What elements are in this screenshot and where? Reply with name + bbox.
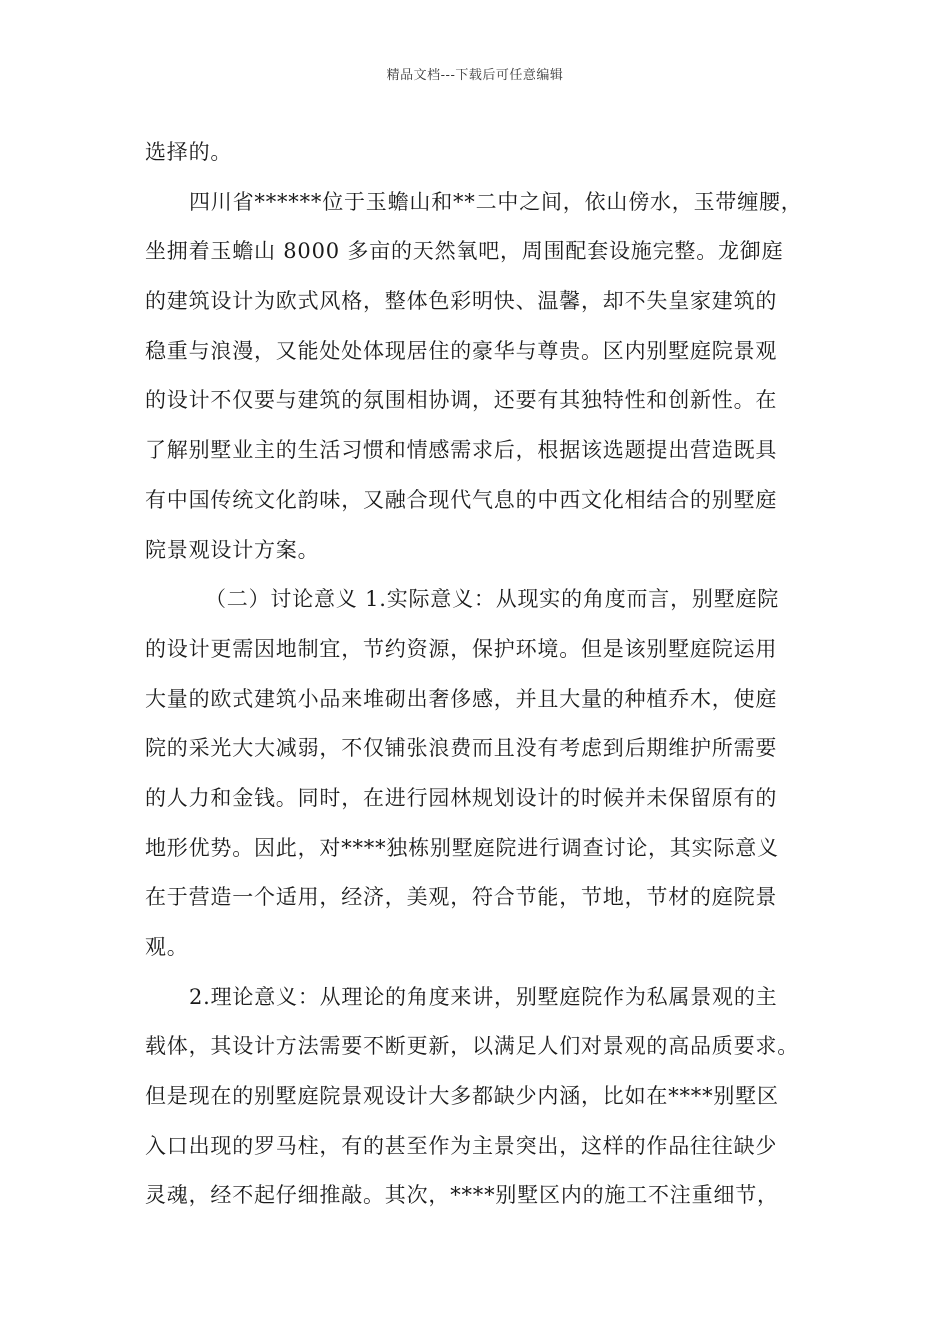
text-line: 的人力和金钱。同时，在进行园林规划设计的时候并未保留原有的 (145, 785, 778, 810)
text-line: 院的采光大大减弱，不仅铺张浪费而且没有考虑到后期维护所需要 (145, 736, 778, 761)
text-line: 的设计不仅要与建筑的氛围相协调，还要有其独特性和创新性。在 (145, 388, 778, 413)
text-line: 地形优势。因此，对****独栋别墅庭院进行调查讨论，其实际意义 (145, 835, 779, 860)
text-line: （二）讨论意义 1.实际意义：从现实的角度而言，别墅庭院 (205, 587, 780, 612)
text-line: 2.理论意义：从理论的角度来讲，别墅庭院作为私属景观的主 (189, 984, 778, 1009)
text-line: 观。 (145, 935, 189, 959)
text-line: 有中国传统文化韵味，又融合现代气息的中西文化相结合的别墅庭 (145, 487, 778, 512)
text-line: 的建筑设计为欧式风格，整体色彩明快、温馨，却不失皇家建筑的 (145, 289, 778, 314)
text-line: 坐拥着玉蟾山 8000 多亩的天然氧吧，周围配套设施完整。龙御庭 (145, 239, 784, 264)
text-line: 但是现在的别墅庭院景观设计大多都缺少内涵，比如在****别墅区 (145, 1084, 779, 1109)
text-line: 了解别墅业主的生活习惯和情感需求后，根据该选题提出营造既具 (145, 438, 778, 463)
text-line: 入口出现的罗马柱，有的甚至作为主景突出，这样的作品往往缺少 (145, 1133, 778, 1158)
text-line: 院景观设计方案。 (145, 537, 320, 562)
text-line: 选择的。 (145, 140, 233, 164)
text-line: 四川省******位于玉蟾山和**二中之间，依山傍水，玉带缠腰， (189, 189, 803, 214)
text-line: 在于营造一个适用，经济，美观，符合节能，节地，节材的庭院景 (145, 885, 778, 910)
text-line: 稳重与浪漫，又能处处体现居住的豪华与尊贵。区内别墅庭院景观 (145, 338, 778, 363)
text-line: 大量的欧式建筑小品来堆砌出奢侈感，并且大量的种植乔木，使庭 (145, 686, 778, 711)
page-header: 精品文档---下载后可任意编辑 (386, 68, 564, 83)
text-line: 载体，其设计方法需要不断更新，以满足人们对景观的高品质要求。 (145, 1034, 799, 1059)
text-line: 灵魂，经不起仔细推敲。其次，****别墅区内的施工不注重细节， (145, 1183, 779, 1208)
body-text (145, 128, 810, 1221)
text-line: 的设计更需因地制宜，节约资源，保护环境。但是该别墅庭院运用 (145, 636, 778, 661)
